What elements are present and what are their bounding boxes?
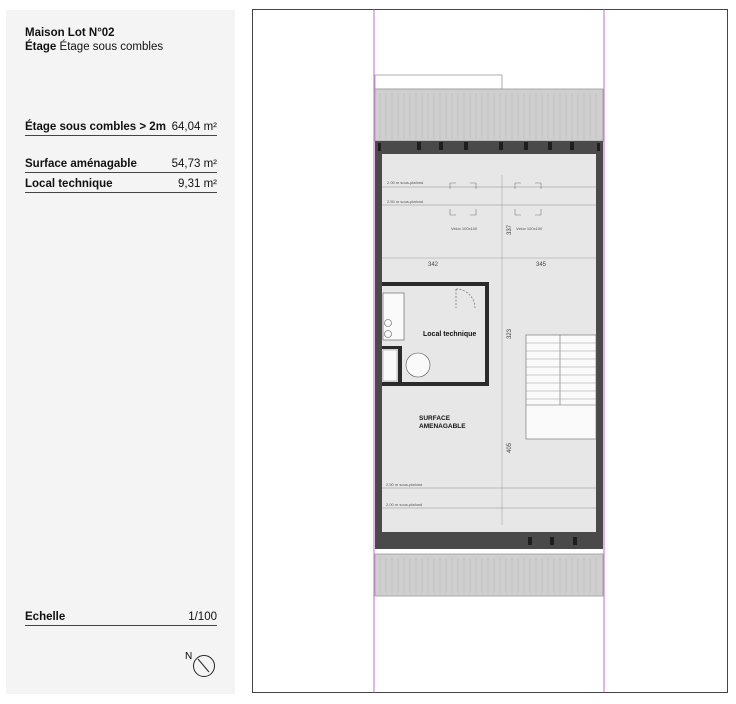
floor-value: Étage sous combles	[59, 41, 164, 53]
area-row-surface	[25, 154, 217, 173]
area-row-local	[25, 174, 217, 193]
roof-top	[375, 89, 603, 141]
roof-ridge	[375, 75, 502, 89]
dimension-405: 405	[507, 442, 513, 453]
ceiling-note-top-200: 2.00 m sous-plafond	[387, 180, 424, 185]
compass-needle	[198, 659, 209, 672]
cabinet-icon	[383, 293, 404, 340]
area-label: Étage sous combles > 2m	[25, 121, 166, 133]
ceiling-note-bottom-250: 2.50 m sous-plafond	[386, 482, 423, 487]
area-value: 54,73 m²	[171, 158, 217, 170]
compass-north-label: N	[185, 651, 193, 662]
floor-label: Étage	[25, 41, 57, 53]
scale-row	[25, 607, 217, 626]
velux-left-label: Velux 100x100	[451, 226, 478, 231]
dimension-323: 323	[507, 328, 513, 339]
floor-plan	[252, 9, 728, 693]
boiler-icon	[406, 353, 430, 377]
roof-bottom	[375, 554, 603, 596]
room-label-surface-line1: SURFACE	[419, 415, 451, 422]
dimension-345: 345	[536, 262, 547, 268]
room-label-surface-line2: AMENAGABLE	[419, 423, 466, 430]
compass-icon	[182, 646, 222, 686]
floor-line	[25, 41, 163, 53]
area-label: Surface aménagable	[25, 158, 137, 170]
ceiling-note-bottom-200: 2.00 m sous-plafond	[386, 502, 423, 507]
room-label-local-technique: Local technique	[423, 331, 477, 338]
scale-label: Echelle	[25, 611, 66, 623]
ceiling-note-top-250: 2.50 m sous-plafond	[387, 199, 424, 204]
velux-right-label: Velux 100x100	[516, 226, 543, 231]
info-panel	[6, 10, 235, 694]
area-row-combles	[25, 117, 217, 136]
house-title: Maison Lot N°02	[25, 27, 115, 39]
scale-value: 1/100	[188, 611, 217, 623]
area-value: 9,31 m²	[178, 178, 217, 190]
meter-box-icon	[383, 350, 397, 381]
area-value: 64,04 m²	[171, 121, 217, 133]
staircase-icon	[526, 335, 596, 439]
dimension-342: 342	[428, 262, 439, 268]
area-label: Local technique	[25, 178, 113, 190]
dimension-337: 337	[507, 224, 513, 235]
